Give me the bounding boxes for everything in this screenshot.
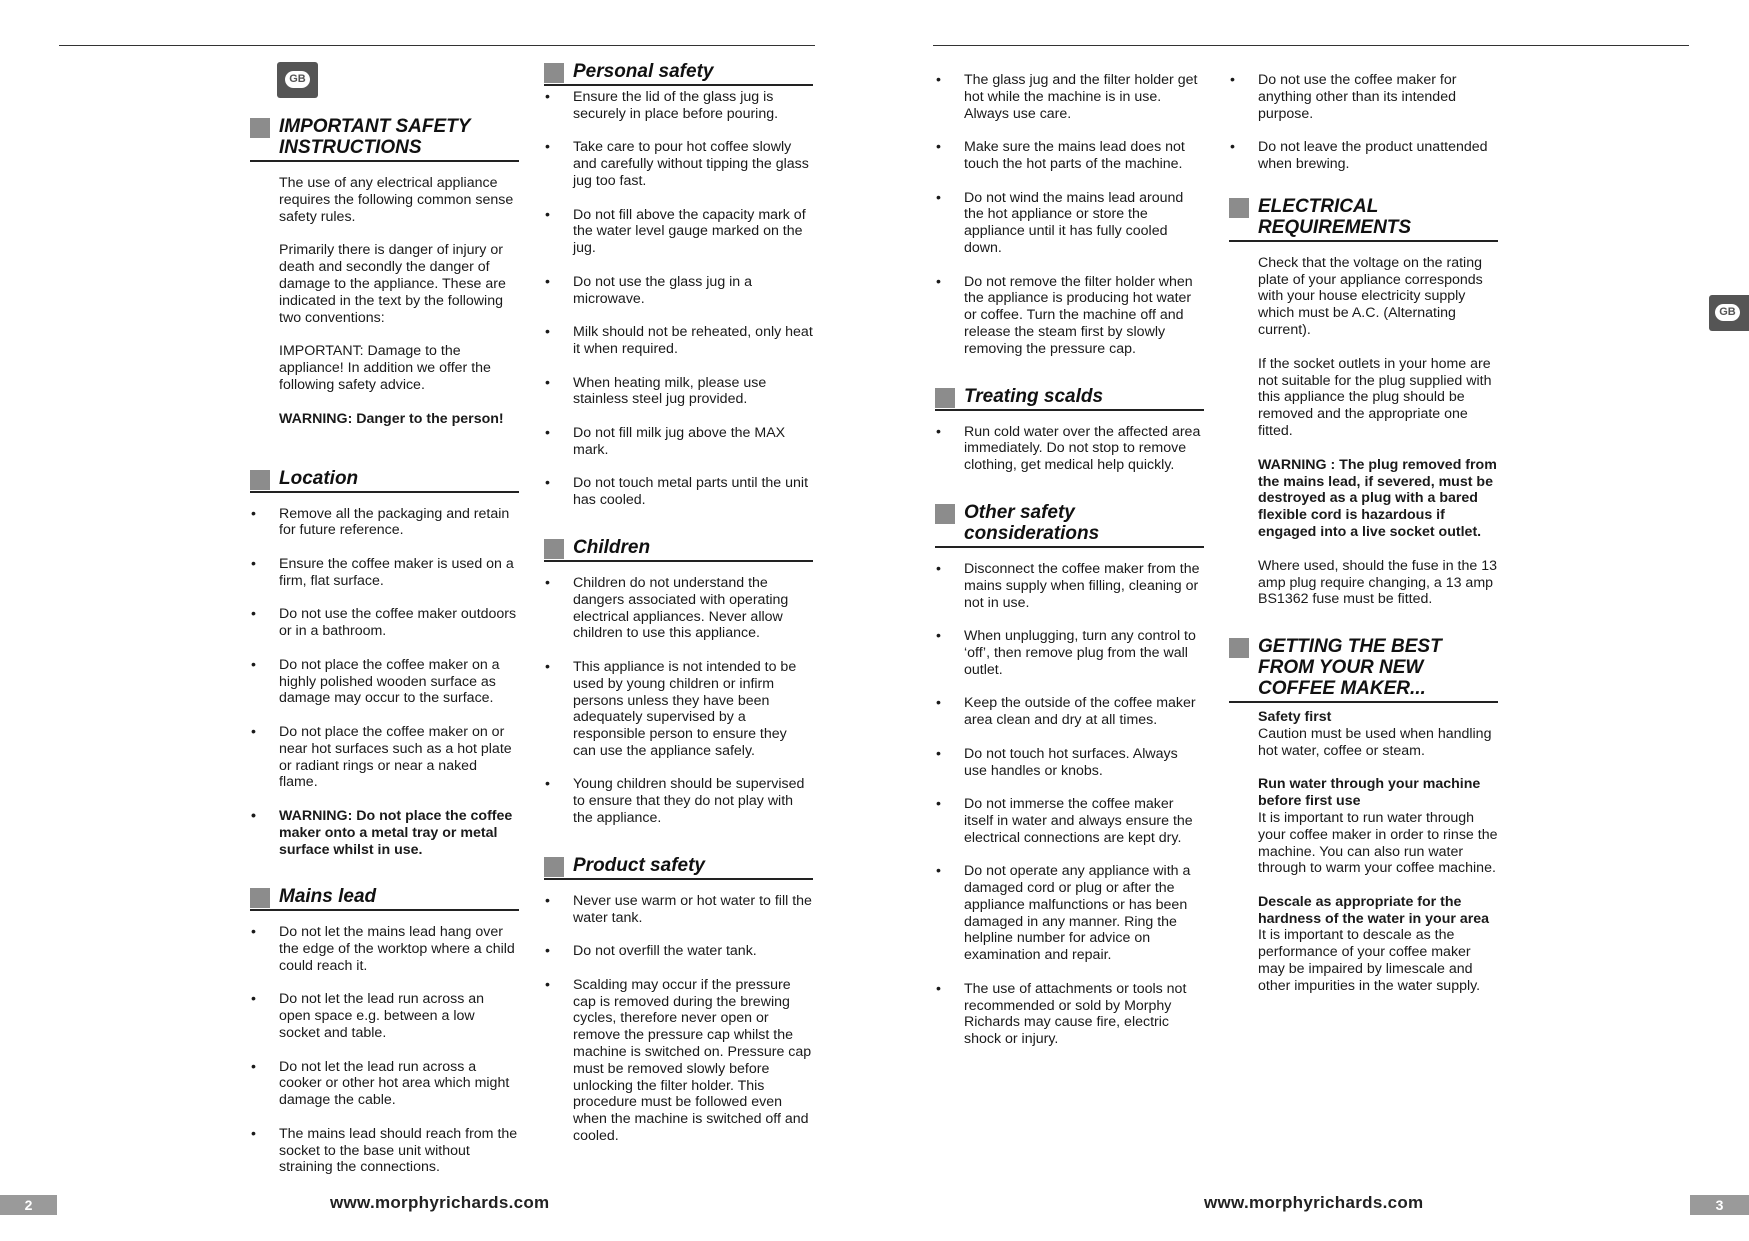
top-rule-left [59, 45, 815, 46]
list-item: • Do not use the coffee maker for anything other than its intended purpose. [1229, 72, 1498, 122]
warning-text: WARNING: Danger to the person! [279, 410, 504, 427]
electrical-warning: WARNING : The plug removed from the mains lead, if severed, must be destroyed as a plug with a bared flexible cord is hazardous if engaged into a live socket outlet. [1258, 456, 1497, 540]
list-item: • When heating milk, please use stainless steel jug provided. [544, 375, 813, 409]
page-number-right: 3 [1690, 1195, 1749, 1215]
list-item: • Young children should be supervised to ensure that they do not play with the appliance. [544, 776, 813, 826]
section-heading [544, 855, 813, 880]
list-item: • Do not place the coffee maker on or near hot surfaces such as a hot plate or radiant rings or near a naked flame. [250, 724, 519, 791]
list-item: • Keep the outside of the coffee maker area clean and dry at all times. [935, 695, 1204, 729]
list-item: • Do not leave the product unattended when brewing. [1229, 139, 1498, 173]
general-list-2 [1229, 72, 1498, 173]
electrical-paragraph: If the socket outlets in your home are not suitable for the plug supplied with this appliance the plug should be removed and the appropriate one fitted. [1258, 355, 1492, 439]
list-item: • Never use warm or hot water to fill the water tank. [544, 893, 813, 927]
scalds-list [935, 424, 1204, 474]
section-heading [544, 537, 813, 562]
section-heading [250, 886, 519, 911]
fuse-paragraph: Where used, should the fuse in the 13 amp plug require changing, a 13 amp BS1362 fuse must be fitted. [1258, 557, 1497, 608]
list-item: • Do not operate any appliance with a damaged cord or plug or after the appliance malfunctions or has been damaged in any manner. Ring the helpline number for advice on examination and repair. [935, 863, 1204, 964]
section-heading [1229, 196, 1498, 242]
website-url-right: www.morphyrichards.com [1204, 1193, 1424, 1212]
section-heading [935, 502, 1204, 548]
heading-other-safety: Other safety considerations [964, 501, 1100, 544]
list-item: • The use of attachments or tools not recommended or sold by Morphy Richards may cause fire, electric shock or injury. [935, 981, 1204, 1048]
list-item: • Do not overfill the water tank. [544, 943, 813, 960]
website-url-left: www.morphyrichards.com [330, 1193, 550, 1212]
list-item: • Run cold water over the affected area immediately. Do not stop to remove clothing, get medical help quickly. [935, 424, 1204, 474]
column-2 [544, 61, 813, 1162]
gb-side-tab [1709, 295, 1749, 331]
other-list [935, 561, 1204, 1048]
list-item: • Do not immerse the coffee maker itself in water and always ensure the electrical connections are kept dry. [935, 796, 1204, 846]
list-item: • The mains lead should reach from the socket to the base unit without straining the connections. [250, 1126, 519, 1176]
electrical-paragraph: Check that the voltage on the rating plate of your appliance corresponds with your house electricity supply which must be A.C. (Alternating current). [1258, 254, 1483, 338]
list-item: • Do not fill above the capacity mark of the water level gauge marked on the jug. [544, 207, 813, 257]
heading-location: Location [279, 467, 359, 489]
intro-paragraph: Primarily there is danger of injury or death and secondly the danger of damage to the appliance. These are indicated in the text by the following two conventions: [279, 242, 506, 326]
list-item: • Do not remove the filter holder when the appliance is producing hot water or coffee. Turn the machine off and release the steam first by slowly removing the pressure cap. [935, 274, 1204, 358]
location-list [250, 506, 519, 859]
general-list [935, 72, 1204, 358]
personal-list [544, 89, 813, 509]
heading-getting-best: GETTING THE BEST FROM YOUR NEW COFFEE MAKER... [1258, 636, 1442, 700]
mains-list [250, 924, 519, 1176]
list-item: • Do not use the coffee maker outdoors or in a bathroom. [250, 606, 519, 640]
section-heading [1229, 636, 1498, 703]
list-item: • Scalding may occur if the pressure cap is removed during the brewing cycles, therefore never open or remove the pressure cap whilst the machine is switched on. Pressure cap must be removed slowly before unlocking the filter holder. This procedure must be followed even when the machine is switched off and cooled. [544, 977, 813, 1145]
heading-product-safety: Product safety [573, 854, 705, 876]
column-4 [1229, 72, 1498, 1011]
tip-body: It is important to run water through your coffee maker in order to rinse the machine. You can also run water through to warm your coffee machine. [1258, 809, 1498, 877]
tip-body: It is important to descale as the performance of your coffee maker may be impaired by limescale and other impurities in the water supply. [1258, 927, 1481, 994]
list-item: • When unplugging, turn any control to ‘off’, then remove plug from the wall outlet. [935, 628, 1204, 678]
list-item: • Do not let the mains lead hang over the edge of the worktop where a child could reach it. [250, 924, 519, 974]
page-number-left: 2 [0, 1195, 57, 1215]
list-item-warning: • WARNING: Do not place the coffee maker onto a metal tray or metal surface whilst in use. [250, 808, 519, 858]
list-item: • Ensure the coffee maker is used on a firm, flat surface. [250, 556, 519, 590]
heading-important-safety: IMPORTANT SAFETY INSTRUCTIONS [279, 116, 471, 158]
list-item: • The glass jug and the filter holder get hot while the machine is in use. Always use care. [935, 72, 1204, 122]
list-item: • Do not place the coffee maker on a highly polished wooden surface as damage may occur to the surface. [250, 657, 519, 707]
section-heading [250, 116, 519, 162]
product-list [544, 893, 813, 1145]
tip-title: Safety first [1258, 709, 1332, 726]
list-item: • Ensure the lid of the glass jug is securely in place before pouring. [544, 89, 813, 123]
tip-body: Caution must be used when handling hot water, coffee or steam. [1258, 725, 1492, 759]
list-item: • Do not let the lead run across an open space e.g. between a low socket and table. [250, 991, 519, 1041]
list-item: • Do not use the glass jug in a microwave. [544, 274, 813, 308]
gb-badge-left [277, 62, 318, 98]
column-3 [935, 72, 1204, 1065]
heading-electrical: ELECTRICAL REQUIREMENTS [1258, 195, 1412, 238]
list-item: • This appliance is not intended to be used by young children or infirm persons unless they have been adequately supervised by a responsible person to ensure they can use the appliance safely. [544, 659, 813, 760]
children-list [544, 575, 813, 827]
list-item: • Milk should not be reheated, only heat it when required. [544, 324, 813, 358]
tip-title: Run water through your machine before first use [1258, 776, 1481, 810]
list-item: • Do not touch hot surfaces. Always use handles or knobs. [935, 746, 1204, 780]
tip-title: Descale as appropriate for the hardness of the water in your area [1258, 893, 1490, 927]
list-item: • Take care to pour hot coffee slowly and carefully without tipping the glass jug too fast. [544, 139, 813, 189]
section-heading [935, 386, 1204, 411]
list-item: • Remove all the packaging and retain for future reference. [250, 506, 519, 540]
section-heading [250, 468, 519, 493]
list-item: • Disconnect the coffee maker from the mains supply when filling, cleaning or not in use. [935, 561, 1204, 611]
gb-label-left: GB [285, 71, 310, 88]
heading-treating-scalds: Treating scalds [964, 385, 1104, 407]
intro-paragraph: IMPORTANT: Damage to the appliance! In addition we offer the following safety advice. [279, 343, 491, 393]
heading-personal-safety: Personal safety [573, 61, 714, 82]
list-item: • Make sure the mains lead does not touch the hot parts of the machine. [935, 139, 1204, 173]
list-item: • Do not fill milk jug above the MAX mark. [544, 425, 813, 459]
tip-block [1258, 709, 1498, 995]
list-item: • Do not touch metal parts until the unit has cooled. [544, 475, 813, 509]
gb-label-right: GB [1715, 304, 1740, 321]
heading-mains-lead: Mains lead [279, 886, 377, 908]
intro-paragraph: The use of any electrical appliance requires the following common sense safety rules. [279, 175, 514, 225]
top-rule-right [933, 45, 1689, 46]
section-heading [544, 61, 813, 86]
column-1 [250, 116, 519, 1193]
list-item: • Do not wind the mains lead around the hot appliance or store the appliance until it has fully cooled down. [935, 190, 1204, 257]
list-item: • Do not let the lead run across a cooker or other hot area which might damage the cable. [250, 1059, 519, 1109]
heading-children: Children [573, 536, 651, 558]
list-item: • Children do not understand the dangers associated with operating electrical appliances. Never allow children to use this appliance. [544, 575, 813, 642]
